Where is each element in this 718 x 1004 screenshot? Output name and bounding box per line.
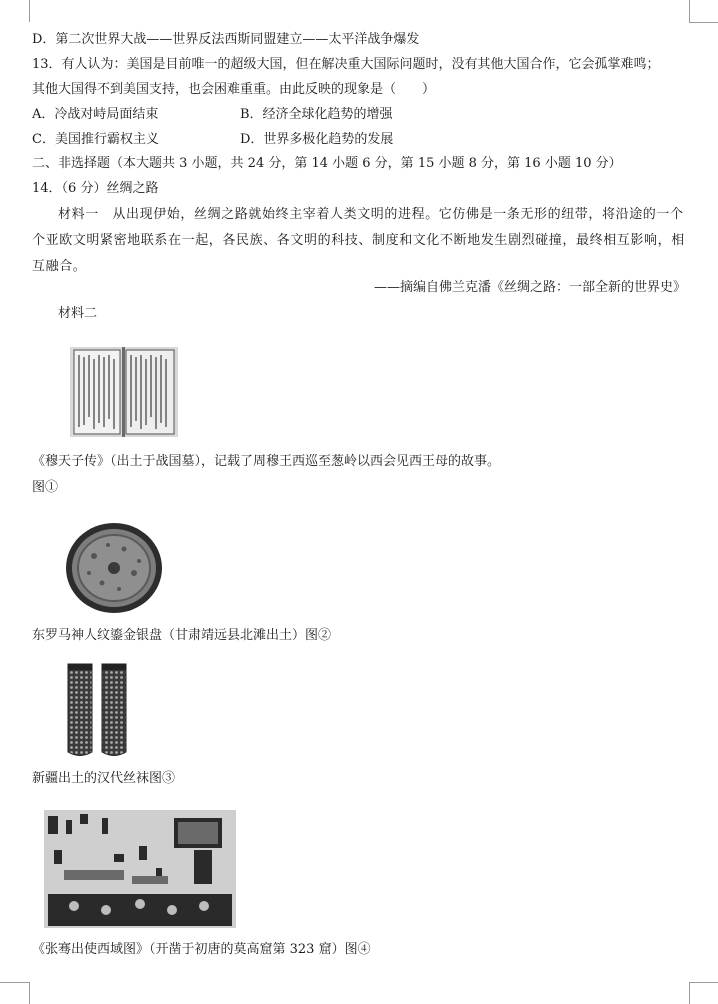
q13-stem-line1: 13．有人认为：美国是目前唯一的超级大国，但在解决重大国际问题时，没有其他大国合作，它会孤掌难鸣； (32, 57, 660, 72)
crop-mark-bottom-right-v (689, 982, 690, 1004)
q14-title: 14．（6 分）丝绸之路 (32, 181, 159, 196)
crop-mark-bottom-left-h (0, 982, 29, 983)
q12-option-d: D．第二次世界大战——世界反法西斯同盟建立——太平洋战争爆发 (32, 32, 420, 47)
fig1-book-photo (70, 347, 178, 437)
fig1-label: 图① (32, 480, 59, 495)
fig4-mural-photo (44, 810, 236, 928)
fig2-silver-plate-photo (64, 521, 164, 615)
fig3-silk-socks-photo (64, 660, 132, 760)
q13-option-b: B．经济全球化趋势的增强 (240, 107, 393, 122)
q13-stem-line2: 其他大国得不到美国支持，也会困难重重。由此反映的现象是（ ） (32, 82, 436, 97)
fig1-caption: 《穆天子传》（出土于战国墓），记载了周穆王西巡至葱岭以西会见西王母的故事。 (32, 454, 501, 469)
q14-material1-source: ——摘编自佛兰克潘《丝绸之路：一部全新的世界史》 (373, 280, 686, 295)
crop-mark-top-left-v (29, 0, 30, 22)
crop-mark-bottom-left-v (29, 982, 30, 1004)
q14-material1: 材料一 从出现伊始，丝绸之路就始终主宰着人类文明的进程。它仿佛是一条无形的纽带，将沿途的一个个亚欧文明紧密地联系在一起，各民族、各文明的科技、制度和文化不断地发生剧烈碰撞，最终相互影响，相互融合。 (32, 207, 685, 274)
section2-heading: 二、非选择题（本大题共 3 小题，共 24 分，第 14 小题 6 分，第 15 小题 8 分，第 16 小题 10 分） (32, 156, 622, 171)
q13-option-d: D．世界多极化趋势的发展 (240, 132, 394, 147)
q13-option-a: A．冷战对峙局面结束 (32, 107, 159, 122)
q13-option-c: C．美国推行霸权主义 (32, 132, 159, 147)
crop-mark-bottom-right-h (689, 982, 718, 983)
fig4-caption: 《张骞出使西域图》（开凿于初唐的莫高窟第 323 窟）图④ (32, 942, 371, 957)
fig2-caption: 东罗马神人纹鎏金银盘（甘肃靖远县北滩出土）图② (32, 628, 332, 643)
fig3-caption: 新疆出土的汉代丝袜图③ (32, 771, 176, 786)
q14-material2-label: 材料二 (58, 306, 98, 321)
crop-mark-top-right-h (689, 22, 718, 23)
crop-mark-top-right-v (689, 0, 690, 22)
